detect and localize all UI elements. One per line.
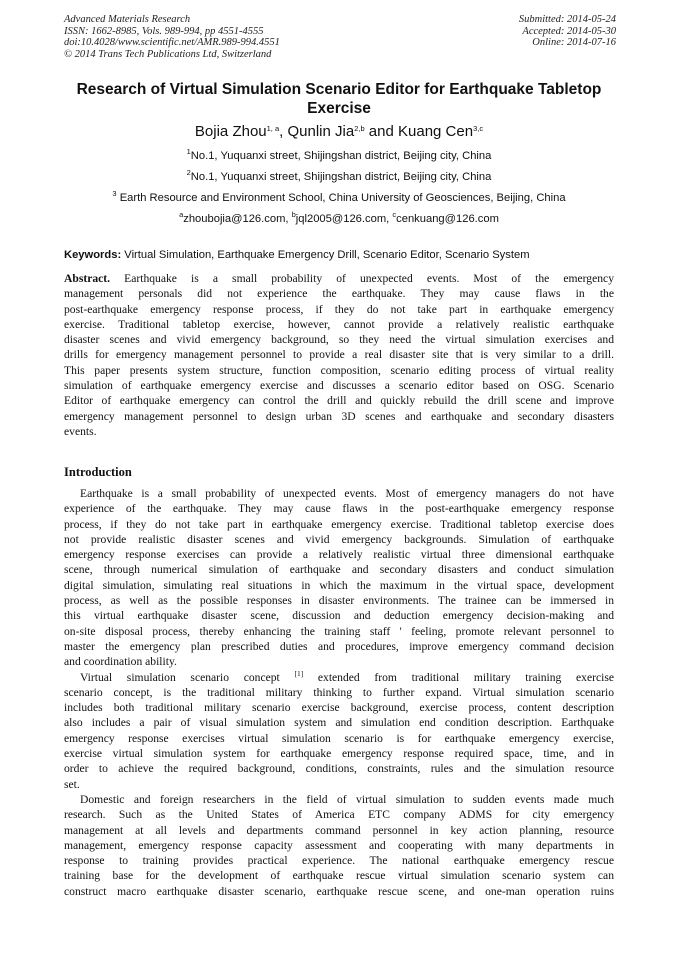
paragraph-line: this virtual earthquake disaster scene, discussion and deduction emergency decision-making and <box>64 609 614 623</box>
affiliation-1-marker: 1 <box>186 147 191 156</box>
journal-header-right <box>519 14 616 49</box>
author-1-affil: 1, a <box>266 124 280 133</box>
author-emails <box>40 210 638 225</box>
paper-title <box>60 80 618 118</box>
affiliation-1-text: No.1, Yuquanxi street, Shijingshan district, Beijing city, China <box>190 150 492 162</box>
affiliation-3-text: Earth Resource and Environment School, China University of Geosciences, Beijing, China <box>116 192 566 204</box>
paragraph-line: not provide realistic disaster scenes and vivid emergency backgrounds. Simulation of earthquake <box>64 532 614 546</box>
doi-line: doi:10.4028/www.scientific.net/AMR.989-994.4551 <box>64 37 280 49</box>
paragraph-line: also includes a pair of visual simulation system and simulation end condition description. Earthquake <box>64 716 614 730</box>
paragraph-line: management, emergency response capacity assessment and cooperating with many departments in <box>64 838 614 852</box>
author-2-affil: 2,b <box>354 124 365 133</box>
paragraph-line: Domestic and foreign researchers in the field of virtual simulation to sudden events made much <box>80 792 614 806</box>
affiliation-3 <box>40 189 638 204</box>
paragraph-line: process, if they do not take part in earthquake emergency exercise. Traditional tabletop exercise does <box>64 517 614 531</box>
affiliation-2-marker: 2 <box>186 168 191 177</box>
keywords <box>64 249 616 261</box>
introduction-body <box>64 486 614 899</box>
email-b: jql2005@126.com, <box>295 213 393 225</box>
paragraph-line: construct macro earthquake disaster scenario, earthquake rescue scene, and one-man operation ruins <box>64 884 614 898</box>
abstract-line: emergency management personnel to design urban 3D scenes and earthquake and secondary disasters <box>64 409 614 423</box>
author-2: , Qunlin Jia <box>279 123 355 140</box>
paragraph-line: Earthquake is a small probability of unexpected events. Most of emergency managers do not have <box>80 487 614 500</box>
author-3: and Kuang Cen <box>364 123 474 140</box>
section-heading-introduction: Introduction <box>64 465 132 479</box>
abstract-line: events. <box>64 424 97 438</box>
paragraph-line: research. Such as the United States of America ETC company ADMS for city emergency <box>64 808 614 822</box>
abstract <box>64 271 614 439</box>
abstract-line: post-earthquake emergency response process, if they do not take part in earthquake emergency <box>64 302 614 316</box>
accepted-date: Accepted: 2014-05-30 <box>522 25 616 37</box>
abstract-line <box>64 271 614 286</box>
paragraph-line: training base for the development of earthquake rescue virtual simulation scenario system can <box>64 869 614 883</box>
affiliation-3-marker: 3 <box>112 189 117 198</box>
abstract-line: exercise. Traditional tabletop exercise, however, cannot provide a relatively realistic earthquake <box>64 317 614 331</box>
title-line-2: Exercise <box>307 100 371 117</box>
paragraph-line <box>64 670 614 685</box>
abstract-line: disaster scenes and vivid emergency background, so they need the virtual simulation exercises and <box>64 333 614 347</box>
paragraph-line: scenario concept, is the traditional military thinking to further expand. Virtual simulation scenario <box>64 685 614 699</box>
journal-name: Advanced Materials Research <box>64 14 191 25</box>
author-1: Bojia Zhou <box>194 123 267 140</box>
paragraph-line: order to achieve the required background, conditions, constraints, rules and the simulation resource <box>64 762 614 776</box>
paragraph-line: and coordination ability. <box>64 655 177 669</box>
paragraph-line: emergency response exercises virtual simulation scenario is for earthquake emergency exercise, <box>64 731 614 745</box>
email-c-marker: c <box>392 210 397 219</box>
author-list <box>60 123 618 140</box>
abstract-label: Abstract. <box>64 272 111 285</box>
email-a-marker: a <box>179 210 184 219</box>
email-a: zhoubojia@126.com, <box>183 213 292 225</box>
affiliation-2-text: No.1, Yuquanxi street, Shijingshan district, Beijing city, China <box>190 171 492 183</box>
abstract-line: simulation of earthquake emergency exercise and discusses a scenario editor based on OSG. Scenario <box>64 379 614 393</box>
abstract-line: management personals did not experience the earthquake. They may cause flaws in the <box>64 287 614 301</box>
author-3-affil: 3,c <box>473 124 484 133</box>
citation-ref[interactable]: [1] <box>294 669 304 678</box>
paragraph-line: master the emergency plan prescribed duties and procedures, improve emergency command decision <box>64 639 614 653</box>
abstract-line: drills for emergency management personnel to provide a real disaster site that is very similar to a drill. <box>64 348 614 362</box>
issn-line: ISSN: 1662-8985, Vols. 989-994, pp 4551-4555 <box>64 25 264 37</box>
paragraph-line: emergency response exercises can provide a relatively realistic virtual three dimensional earthquake <box>64 548 614 562</box>
paragraph-line: exercise virtual simulation system for earthquake emergency response required space, time, and in <box>64 747 614 761</box>
copyright-line: © 2014 Trans Tech Publications Ltd, Switzerland <box>64 48 272 60</box>
online-date: Online: 2014-07-16 <box>532 37 616 49</box>
affiliation-1 <box>40 147 638 162</box>
title-line-1: Research of Virtual Simulation Scenario Editor for Earthquake Tabletop <box>76 81 602 98</box>
paragraph-line: process, as well as the possible responses in disaster environments. The trainee can be immersed in <box>64 594 614 608</box>
paragraph-line: management at all levels and departments command personnel in key action planning, resource <box>64 823 614 837</box>
abstract-text: Earthquake is a small probability of unexpected events. Most of the emergency <box>110 272 614 285</box>
paragraph-line: digital simulation, simulating real situations in which the maximum in the virtual space, development <box>64 578 614 592</box>
paragraph-text: Virtual simulation scenario concept <box>80 670 295 684</box>
keywords-text: Virtual Simulation, Earthquake Emergency Drill, Scenario Editor, Scenario System <box>121 249 530 261</box>
abstract-line: This paper presents system structure, function composition, scenario editing process of virtual reality <box>64 363 614 377</box>
keywords-label: Keywords: <box>64 249 122 261</box>
email-c: cenkuang@126.com <box>396 213 499 225</box>
journal-header-left <box>64 14 280 60</box>
submitted-date: Submitted: 2014-05-24 <box>518 14 616 25</box>
paragraph-line: on-site disposal process, thereby enhancing the training staff ' feeling, promote relevant personnel to <box>64 624 614 638</box>
paragraph-line: set. <box>64 777 80 791</box>
affiliation-2 <box>40 168 638 183</box>
paragraph-line: scene, through numerical simulation of earthquake and secondary disasters and conduct simulation <box>64 563 614 577</box>
abstract-line: Editor of earthquake emergency can control the drill and quickly rebuild the drill scene and improve <box>64 394 614 408</box>
paragraph-line: includes both traditional military scenario exercise background, exercise process, content description <box>64 701 614 715</box>
email-b-marker: b <box>291 210 296 219</box>
paragraph-line: experience of the earthquake. They may cause flaws in the post-earthquake emergency response <box>64 502 614 516</box>
paragraph-text: extended from traditional military training exercise <box>303 670 614 684</box>
paragraph-line: response to training provides practical experience. The national earthquake emergency rescue <box>64 854 614 868</box>
